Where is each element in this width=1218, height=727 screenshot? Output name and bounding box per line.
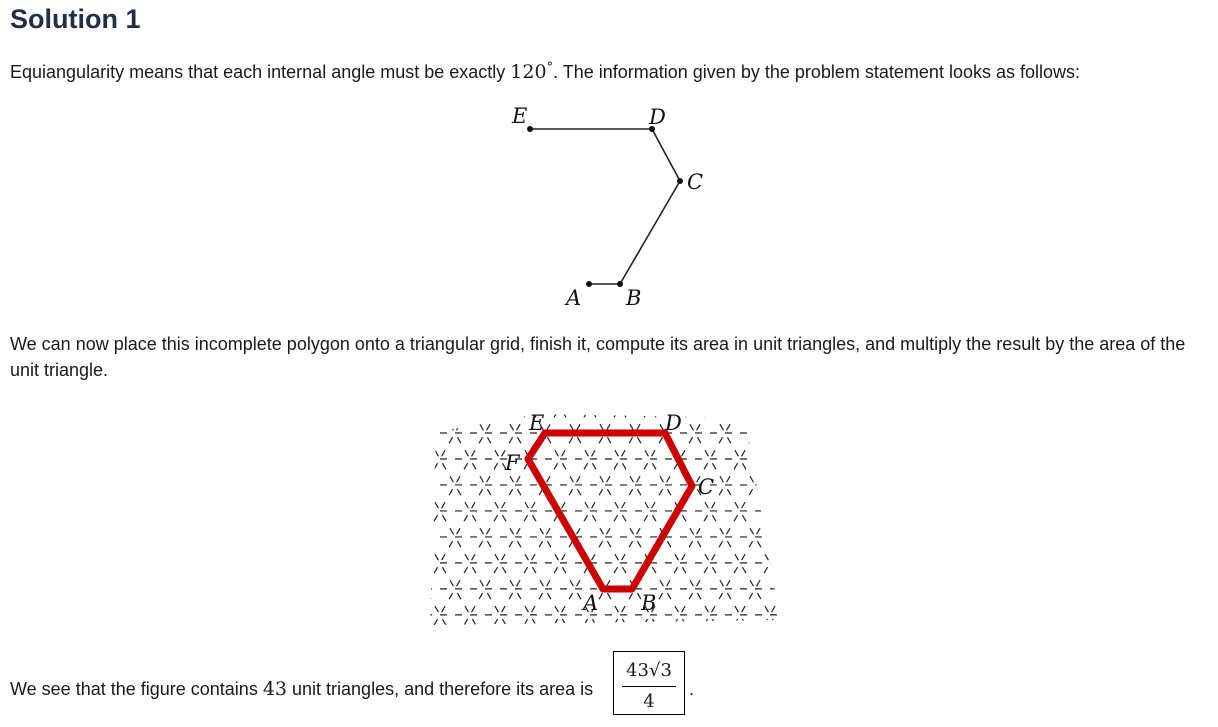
point-b xyxy=(617,281,623,287)
label-b: B xyxy=(626,286,642,310)
grid-label-a: A xyxy=(583,591,599,615)
intro-text-before: Equiangularity means that each internal angle must be exactly xyxy=(10,62,511,82)
conclusion-paragraph xyxy=(10,676,593,702)
triangular-grid-figure xyxy=(420,405,800,630)
grid-label-b: B xyxy=(641,591,657,615)
intro-text-after: . The information given by the problem statement looks as follows: xyxy=(553,62,1080,82)
intro-paragraph xyxy=(10,55,1210,85)
answer-numerator: 43√3 xyxy=(626,660,672,681)
segment-dc xyxy=(652,129,680,181)
answer-denominator: 4 xyxy=(643,691,655,712)
angle-value: 120 xyxy=(510,61,547,83)
answer-box xyxy=(613,651,685,715)
label-d: D xyxy=(649,105,666,129)
segment-cb xyxy=(620,181,680,284)
point-c xyxy=(677,178,683,184)
label-e: E xyxy=(512,104,528,128)
fraction-bar xyxy=(622,686,676,687)
conclusion-text-after: unit triangles, and therefore its area is xyxy=(287,679,594,699)
point-a xyxy=(586,281,592,287)
triangle-count: 43 xyxy=(262,678,288,700)
label-c: C xyxy=(687,170,704,194)
solution-heading: Solution 1 xyxy=(10,4,141,34)
grid-label-e: E xyxy=(529,411,545,435)
triangular-grid-lines xyxy=(420,405,800,630)
partial-polygon-figure xyxy=(500,100,730,315)
point-e xyxy=(527,126,533,132)
degree-symbol: ° xyxy=(546,60,554,75)
grid-label-c: C xyxy=(698,475,715,499)
grid-paragraph: We can now place this incomplete polygon onto a triangular grid, finish it, compute its area in unit triangles, and multiply the result by the area of the unit triangle. xyxy=(10,334,1186,380)
conclusion-text-before: We see that the figure contains xyxy=(10,679,263,699)
grid-label-d: D xyxy=(665,411,682,435)
label-a: A xyxy=(566,286,582,310)
grid-label-f: F xyxy=(505,451,520,475)
conclusion-period: . xyxy=(689,679,695,699)
